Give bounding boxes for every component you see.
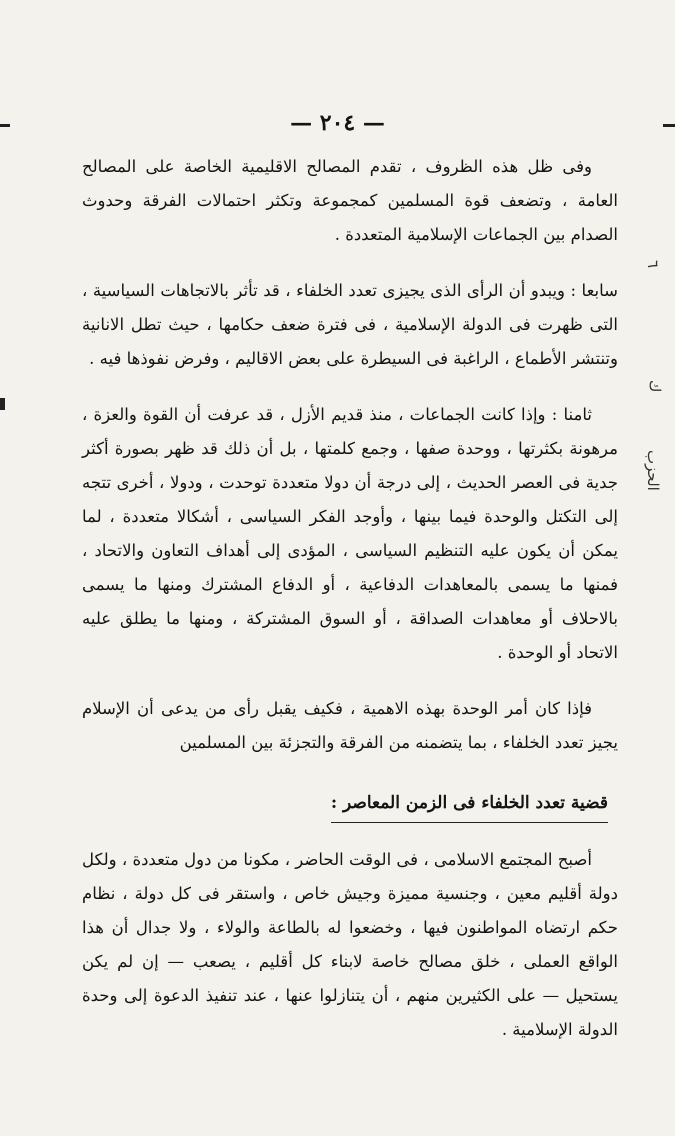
paragraph-unity: فإذا كان أمر الوحدة بهذه الاهمية ، فكيف يقبل رأى من يدعى أن الإسلام يجيز تعدد الخلفاء ، بما يتضمنه من الفرقة والتجزئة بين المسلمين bbox=[82, 699, 618, 752]
document-body bbox=[82, 150, 618, 1069]
margin-note-3: الحزب bbox=[644, 450, 662, 491]
handwritten-margin-notes bbox=[628, 260, 672, 540]
paragraph-seventh: سابعا : ويبدو أن الرأى الذى يجيزى تعدد الخلفاء ، قد تأثر بالاتجاهات السياسية ، التى ظهرت فى الدولة الإسلامية ، فى فترة ضعف حكامها ، حيث تطل الانانية وتنتشر الأطماع ، الراغبة فى السيطرة على بعض الاقاليم ، وفرض نفوذها فيه . bbox=[82, 281, 618, 368]
paragraph-eighth: ثامنا : وإذا كانت الجماعات ، منذ قديم الأزل ، قد عرفت أن القوة والعزة ، مرهونة بكثرتها ، ووحدة صفها ، وجمع كلمتها ، بل أن ذلك قد ظهر بصورة أكثر جدية فى العصر الحديث ، إلى درجة أن دولا متعددة توحدت ، ودولا ، أخرى تتجه إلى التكتل والوحدة فيما بينها ، وأوجد الفكر السياسى ، أشكالا متعددة ، لما يمكن أن يكون عليه التنظيم السياسى ، المؤدى إلى أهداف التعاون والاتحاد ، فمنها ما يسمى بالمعاهدات الدفاعية ، أو الدفاع المشترك ومنها ما يسمى بالاحلاف أو معاهدات الصداقة ، أو السوق المشتركة ، ومنها ما يطلق عليه الاتحاد أو الوحدة . bbox=[82, 405, 618, 662]
page-number: — ٢٠٤ — bbox=[290, 110, 385, 136]
margin-note-1: ٦ bbox=[644, 260, 662, 269]
left-edge-mark-mid bbox=[0, 398, 5, 410]
section-heading: قضية تعدد الخلفاء فى الزمن المعاصر : bbox=[331, 786, 608, 823]
paragraph-circumstances: وفى ظل هذه الظروف ، تقدم المصالح الاقليمية الخاصة على المصالح العامة ، وتضعف قوة المسلمين كمجموعة وتكثر احتمالات الفرقة وحدوث الصدام بين الجماعات الإسلامية المتعددة . bbox=[82, 157, 618, 244]
margin-note-2: ك bbox=[646, 380, 664, 393]
paragraph-contemporary: أصبح المجتمع الاسلامى ، فى الوقت الحاضر ، مكونا من دول متعددة ، ولكل دولة أقليم معين ، وجنسية مميزة وجيش خاص ، واستقر فى كل دولة ، نظام حكم ارتضاه المواطنون فيها ، وخضعوا له بالطاعة والولاء ، ولا جدال أن هذا الواقع العملى ، خلق مصالح خاصة لابناء كل أقليم ، يصعب — إن لم يكن يستحيل — على الكثيرين منهم ، أن يتنازلوا عنها ، عند تنفيذ الدعوة إلى وحدة الدولة الإسلامية . bbox=[82, 850, 618, 1039]
